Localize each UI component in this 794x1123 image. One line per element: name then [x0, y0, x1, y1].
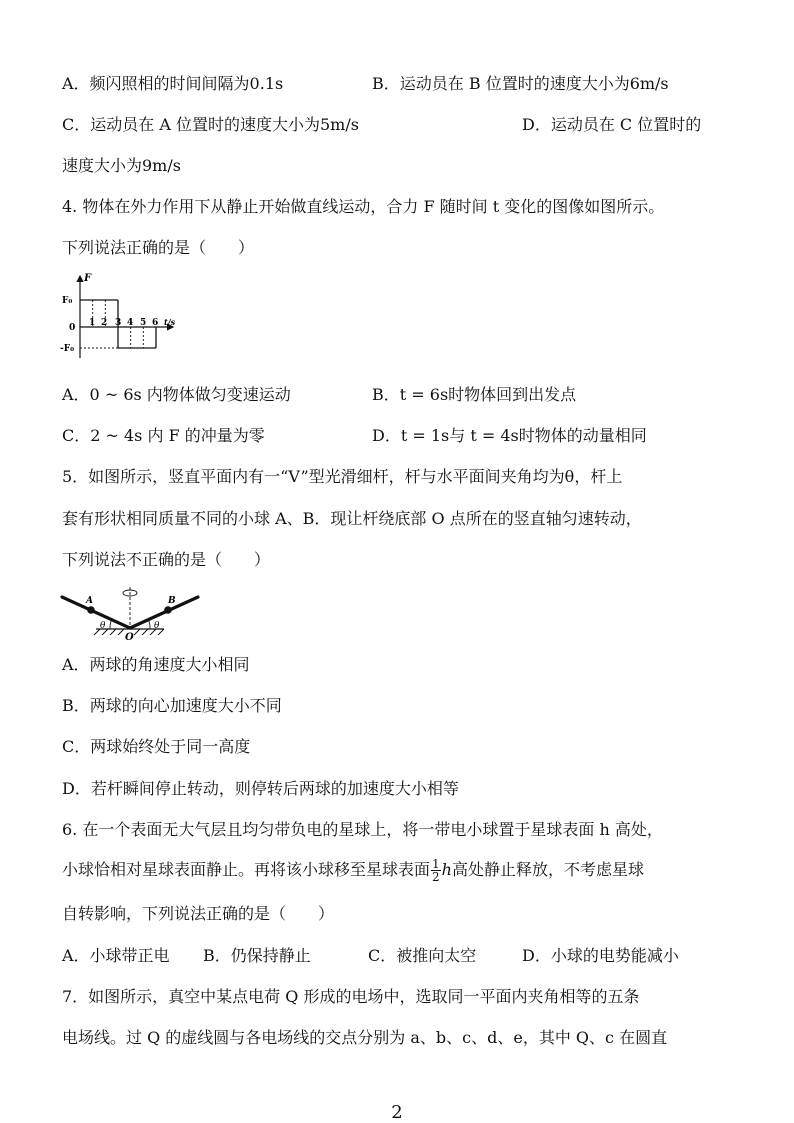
q6-stem-line3: 自转影响，下列说法正确的是（ ） — [62, 904, 335, 923]
page-number: 2 — [391, 1102, 403, 1123]
q6-option-b: B．仍保持静止 — [203, 946, 311, 965]
q4-tick-3: 3 — [115, 318, 122, 328]
q6-fraction-denominator: 2 — [432, 870, 440, 884]
q6-stem-line2-pre: 小球恰相对星球表面静止。再将该小球移至星球表面 — [62, 860, 431, 879]
q4-tick-4: 4 — [127, 318, 134, 328]
q5-stem-line3: 下列说法不正确的是（ ） — [62, 550, 271, 569]
q6-fraction-numerator: 1 — [432, 857, 440, 871]
q3-option-a: A．频闪照相的时间间隔为0.1s — [62, 74, 284, 93]
q4-neg-f0-label: -F₀ — [60, 344, 75, 354]
q5-stem-line1: 5．如图所示，竖直平面内有一“V”型光滑细杆，杆与水平面间夹角均为θ，杆上 — [62, 467, 623, 486]
q6-option-c: C．被推向太空 — [368, 946, 477, 965]
q4-stem-line1: 4. 物体在外力作用下从静止开始做直线运动，合力 F 随时间 t 变化的图像如图所示。 — [62, 197, 665, 216]
q4-x-axis-label: t/s — [164, 317, 176, 327]
q5-left-rod — [62, 597, 130, 628]
q5-label-a: A — [86, 596, 93, 606]
q3-option-d: D．运动员在 C 位置时的 — [522, 115, 702, 134]
q5-option-a: A．两球的角速度大小相同 — [62, 655, 250, 674]
q5-ball-b — [164, 606, 172, 614]
q4-option-b: B．t = 6s时物体回到出发点 — [372, 385, 577, 404]
q5-theta-right: θ — [154, 621, 160, 631]
q3-option-b: B．运动员在 B 位置时的速度大小为6m/s — [372, 74, 669, 93]
q4-option-d: D．t = 1s与 t = 4s时物体的动量相同 — [372, 426, 647, 445]
q5-option-b: B．两球的向心加速度大小不同 — [62, 696, 282, 715]
q4-option-c: C．2 ~ 4s 内 F 的冲量为零 — [62, 426, 265, 445]
q5-stem-line2: 套有形状相同质量不同的小球 A、B．现让杆绕底部 O 点所在的竖直轴匀速转动， — [62, 509, 642, 528]
q3-option-d-continued: 速度大小为9m/s — [62, 156, 181, 175]
q5-option-d: D．若杆瞬间停止转动，则停转后两球的加速度大小相等 — [62, 779, 459, 798]
q6-stem-line2 — [62, 858, 644, 883]
q5-ball-a — [87, 606, 95, 614]
q4-tick-5: 5 — [140, 318, 147, 328]
q7-stem-line1: 7．如图所示，真空中某点电荷 Q 形成的电场中，选取同一平面内夹角相等的五条 — [62, 987, 640, 1006]
q3-option-c: C．运动员在 A 位置时的速度大小为5m/s — [62, 115, 359, 134]
q6-option-d: D．小球的电势能减小 — [522, 946, 679, 965]
q6-option-a: A．小球带正电 — [62, 946, 170, 965]
q5-theta-left: θ — [100, 621, 106, 631]
q4-tick-6: 6 — [152, 318, 159, 328]
q5-v-rod-diagram — [60, 585, 202, 641]
q4-option-a: A．0 ~ 6s 内物体做匀变速运动 — [62, 385, 291, 404]
q6-stem-line2-post: 高处静止释放，不考虑星球 — [451, 860, 644, 879]
q5-option-c: C．两球始终处于同一高度 — [62, 737, 251, 756]
q4-force-time-graph — [60, 270, 180, 362]
q4-tick-1: 1 — [89, 318, 96, 328]
q5-right-rod — [130, 597, 198, 628]
q7-stem-line2: 电场线。过 Q 的虚线圆与各电场线的交点分别为 a、b、c、d、e，其中 Q、c 在圆直 — [62, 1028, 668, 1047]
q4-f0-label: F₀ — [62, 296, 73, 306]
q4-y-axis-label: F — [84, 273, 92, 284]
q4-tick-2: 2 — [101, 318, 108, 328]
q6-fraction-variable: h — [441, 860, 452, 879]
q5-label-b: B — [168, 596, 176, 606]
q5-label-o: O — [125, 632, 134, 641]
q6-fraction — [431, 858, 441, 883]
q6-stem-line1: 6. 在一个表面无大气层且均匀带负电的星球上，将一带电小球置于星球表面 h 高处， — [62, 820, 663, 839]
q4-stem-line2: 下列说法正确的是（ ） — [62, 238, 255, 257]
q4-origin-label: 0 — [69, 323, 76, 333]
